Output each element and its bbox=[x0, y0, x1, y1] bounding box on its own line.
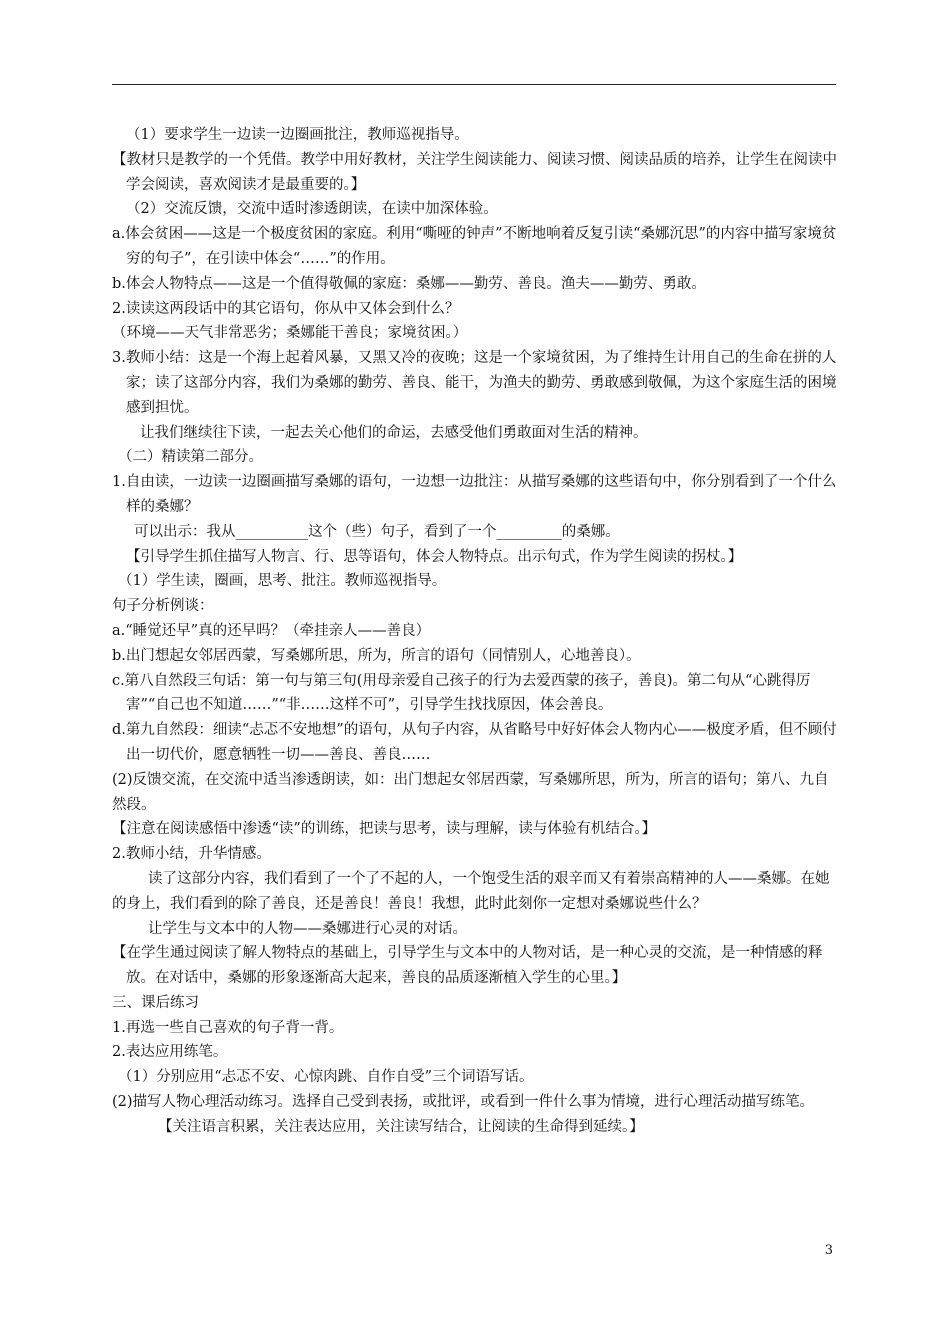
paragraph: （2）交流反馈，交流中适时渗透朗读，在读中加深体验。 bbox=[126, 201, 498, 218]
paragraph: 读了这部分内容，我们看到了一个了不起的人，一个饱受生活的艰辛而又有着崇高精神的人——桑娜。在她的身上，我们看到的除了善良，还是善良！善良！我想，此时此刻你一定想对桑娜说些什么？ bbox=[112, 870, 830, 912]
document-body bbox=[112, 123, 838, 1140]
paragraph: a.“睡觉还早”真的还早吗？（牵挂亲人——善良） bbox=[112, 622, 431, 639]
teaching-note: 【教材只是教学的一个凭借。教学中用好教材，关注学生阅读能力、阅读习惯、阅读品质的培养，让学生在阅读中学会阅读，喜欢阅读才是最重要的。】 bbox=[112, 151, 837, 193]
section-heading: 三、课后练习 bbox=[112, 994, 199, 1011]
teaching-note: 【在学生通过阅读了解人物特点的基础上，引导学生与文本中的人物对话，是一种心灵的交流，是一种情感的释放。在对话中，桑娜的形象逐渐高大起来，善良的品质逐渐植入学生的心里。】 bbox=[112, 945, 823, 987]
paragraph: c.第八自然段三句话：第一句与第三句(用母亲爱自己孩子的行为去爱西蒙的孩子，善良)。第二句从“心跳得厉害”“自己也不知道……”“非……这样不可”，引导学生找找原因，体会善良。 bbox=[112, 672, 811, 714]
paragraph: b.出门想起女邻居西蒙，写桑娜所思，所为，所言的语句（同情别人，心地善良）。 bbox=[112, 647, 641, 664]
paragraph: 2.读读这两段话中的其它语句，你从中又体会到什么？ bbox=[112, 300, 460, 317]
paragraph: 2.教师小结，升华情感。 bbox=[112, 846, 271, 863]
paragraph: （1）要求学生一边读一边圈画批注，教师巡视指导。 bbox=[126, 127, 469, 143]
page-number: 3 bbox=[824, 1243, 833, 1258]
paragraph: 3.教师小结：这是一个海上起着风暴，又黑又冷的夜晚；这是一个家境贫困，为了维持生计用自己的生命在拼的人家；读了这部分内容，我们为桑娜的勤劳、善良、能干，为渔夫的勤劳、勇敢感到敬佩，为这个家庭生活的困境感到担忧。 bbox=[112, 350, 837, 416]
teaching-note: 【关注语言积累，关注表达应用，关注读写结合，让阅读的生命得到延续。】 bbox=[158, 1118, 644, 1135]
paragraph: 可以出示：我从__________这个（些）句子，看到了一个_________的桑娜。 bbox=[134, 523, 620, 540]
paragraph: （1）学生读，圈画，思考、批注。教师巡视指导。 bbox=[118, 573, 447, 590]
paragraph: 让学生与文本中的人物——桑娜进行心灵的对话。 bbox=[148, 920, 467, 937]
teaching-note: 【引导学生抓住描写人物言、行、思等语句，体会人物特点。出示句式，作为学生阅读的拐杖。】 bbox=[126, 548, 743, 565]
paragraph: (2)描写人物心理活动练习。选择自己受到表扬，或批评，或看到一件什么事为情境，进行心理活动描写练笔。 bbox=[112, 1094, 815, 1111]
paragraph: 2.表达应用练笔。 bbox=[112, 1044, 228, 1061]
paragraph: （环境——天气非常恶劣；桑娜能干善良；家境贫困。） bbox=[112, 325, 468, 342]
paragraph: 1.再选一些自己喜欢的句子背一背。 bbox=[112, 1019, 344, 1036]
header-rule bbox=[112, 84, 836, 85]
paragraph: b.体会人物特点——这是一个值得敬佩的家庭：桑娜——勤劳、善良。渔夫——勤劳、勇敢。 bbox=[112, 275, 706, 292]
paragraph: a.体会贫困——这是一个极度贫困的家庭。利用“嘶哑的钟声”不断地响着反复引读“桑娜沉思”的内容中描写家境贫穷的句子”，在引读中体会“……”的作用。 bbox=[112, 226, 837, 267]
section-heading: （二）精读第二部分。 bbox=[118, 449, 263, 466]
paragraph: 让我们继续往下读，一起去关心他们的命运，去感受他们勇敢面对生活的精神。 bbox=[140, 424, 648, 441]
teaching-note: 【注意在阅读感悟中渗透“读”的训练，把读与思考，读与理解，读与体验有机结合。】 bbox=[112, 821, 657, 838]
paragraph: (2)反馈交流，在交流中适当渗透朗读，如：出门想起女邻居西蒙，写桑娜所思，所为，所言的语句；第八、九自然段。 bbox=[112, 771, 829, 813]
paragraph: （1）分别应用“忐忑不安、心惊肉跳、自作自受”三个词语写话。 bbox=[118, 1069, 534, 1086]
paragraph: 1.自由读，一边读一边圈画描写桑娜的语句，一边想一边批注：从描写桑娜的这些语句中，你分别看到了一个什么样的桑娜？ bbox=[112, 474, 837, 515]
paragraph: 句子分析例谈： bbox=[112, 598, 214, 615]
paragraph: d.第九自然段：细读“忐忑不安地想”的语句，从句子内容，从省略号中好好体会人物内心——极度矛盾，但不顾付出一切代价，愿意牺牲一切——善良、善良…… bbox=[112, 722, 837, 763]
